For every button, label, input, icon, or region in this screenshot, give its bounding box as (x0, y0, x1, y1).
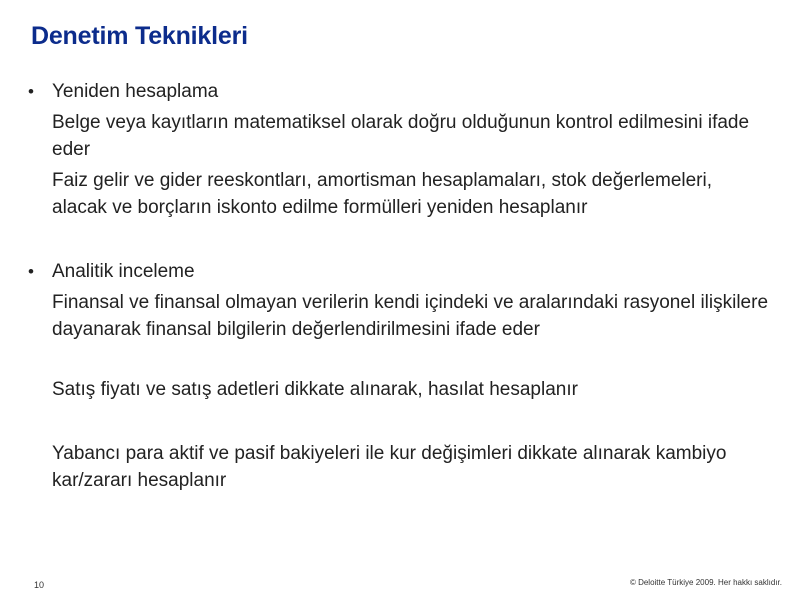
bullet-text: Yeniden hesaplama (52, 81, 219, 102)
spacer (28, 403, 768, 430)
copyright-notice: © Deloitte Türkiye 2009. Her hakkı saklıdır. (629, 578, 782, 587)
slide-title: Denetim Teknikleri (31, 22, 248, 50)
page-number: 10 (34, 580, 45, 590)
bullet-text: Analitik inceleme (52, 261, 195, 282)
sub-paragraph: Satış fiyatı ve satış adetleri dikkate alınarak, hasılat hesaplanır (52, 379, 578, 400)
spacer (28, 221, 768, 248)
sub-paragraph: Belge veya kayıtların matematiksel olarak doğru olduğunun kontrol edilmesini ifade eder (52, 112, 750, 160)
sub-paragraph: Yabancı para aktif ve pasif bakiyeleri ile kur değişimleri dikkate alınarak kambiyo kar/zararı hesaplanır (52, 443, 727, 491)
bullet-icon: • (28, 262, 34, 281)
bullet-item (28, 258, 768, 285)
bullet-item (28, 78, 768, 105)
spacer (28, 343, 768, 370)
bullet-icon: • (28, 82, 34, 101)
sub-paragraph: Finansal ve finansal olmayan verilerin kendi içindeki ve aralarındaki rasyonel ilişkilere dayanarak finansal bilgilerin değerlendirilmesini ifade eder (52, 292, 769, 340)
sub-paragraph: Faiz gelir ve gider reeskontları, amortisman hesaplamaları, stok değerlemeleri, alacak ve borçların iskonto edilme formülleri yeniden hesaplanır (52, 170, 712, 218)
slide-content (28, 78, 768, 494)
